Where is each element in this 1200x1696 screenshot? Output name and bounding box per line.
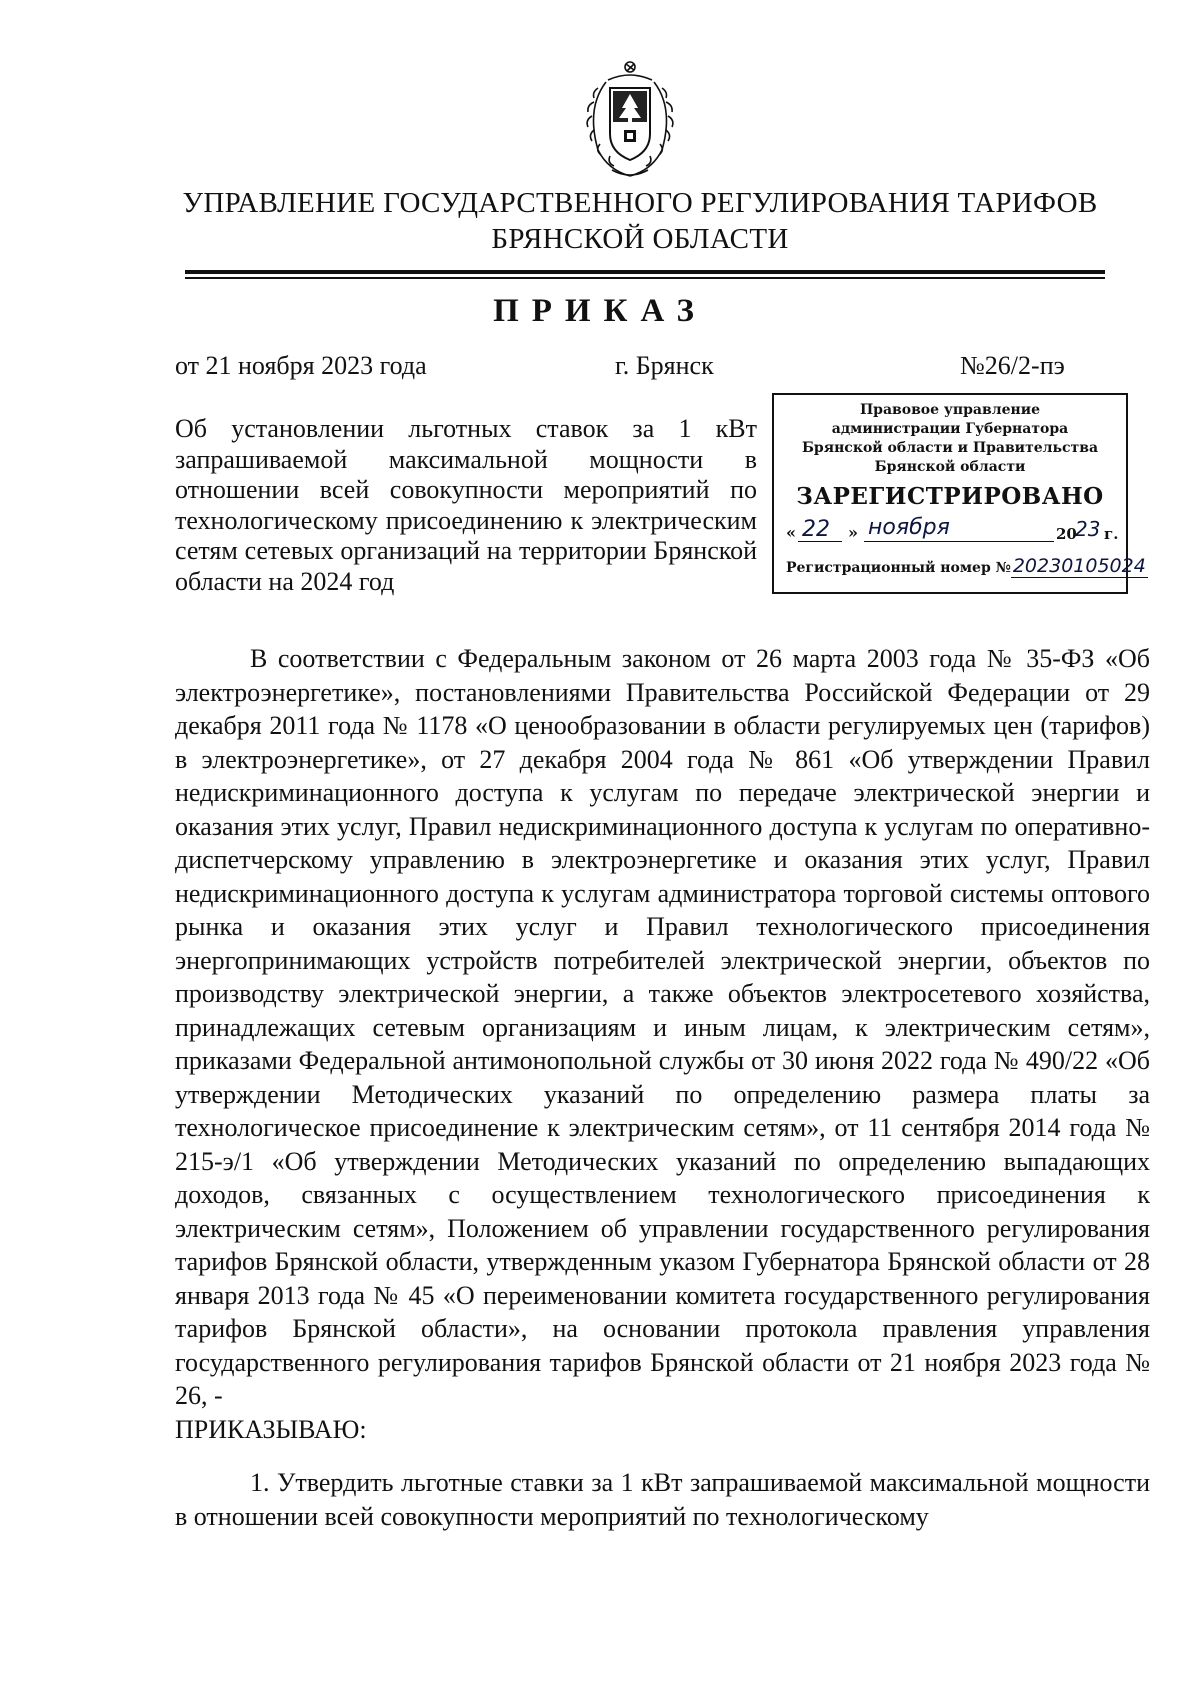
stamp-month-underline xyxy=(864,541,1054,542)
stamp-quote-open: « xyxy=(786,523,796,542)
organization-title-line2: БРЯНСКОЙ ОБЛАСТИ xyxy=(491,223,789,255)
stamp-year-handwritten: 23 xyxy=(1075,517,1101,541)
organization-title xyxy=(120,185,1160,257)
header-divider-thin xyxy=(185,277,1105,279)
stamp-authority-line2: администрации Губернатора xyxy=(831,421,1069,437)
coat-of-arms-emblem xyxy=(572,58,688,182)
stamp-registration-number-row xyxy=(786,555,1148,577)
order-item-1: 1. Утвердить льготные ставки за 1 кВт запрашиваемой максимальной мощности в отношении всей совокупности мероприятий по технологическому xyxy=(175,1468,1150,1531)
stamp-day-underline xyxy=(798,541,842,542)
order-date: от 21 ноября 2023 года xyxy=(175,351,427,380)
stamp-registration-number-handwritten: 20230105024 xyxy=(1012,555,1146,577)
order-body xyxy=(175,642,1150,1533)
order-subject: Об установлении льготных ставок за 1 кВт запрашиваемой максимальной мощности в отношении всей совокупности мероприятий по технологическому присоединению к электрическим сетям сетевых организаций на территории Брянской области на 2024 год xyxy=(175,414,757,596)
order-city: г. Брянск xyxy=(615,351,714,380)
stamp-registration-number-label: Регистрационный номер № xyxy=(786,560,1011,576)
stamp-authority-line3: Брянской области и Правительства xyxy=(801,440,1099,456)
stamp-day-handwritten: 22 xyxy=(802,517,830,542)
order-directive-word: ПРИКАЗЫВАЮ: xyxy=(175,1414,367,1444)
document-type-heading: ПРИКАЗ xyxy=(493,293,707,329)
organization-title-line1: УПРАВЛЕНИЕ ГОСУДАРСТВЕННОГО РЕГУЛИРОВАНИЯ ТАРИФОВ xyxy=(182,187,1098,219)
stamp-authority-line4: Брянской области xyxy=(874,459,1026,475)
stamp-year-prefix: 20 xyxy=(1056,525,1077,543)
stamp-authority-line1: Правовое управление xyxy=(859,402,1041,418)
header-divider-thick xyxy=(185,270,1105,274)
stamp-month-handwritten: ноября xyxy=(868,515,950,540)
stamp-date-row xyxy=(786,517,1122,547)
stamp-year-unit: г. xyxy=(1104,525,1119,543)
stamp-registered-label: ЗАРЕГИСТРИРОВАНО xyxy=(796,483,1104,510)
registration-stamp xyxy=(772,393,1146,594)
order-number: №26/2-пэ xyxy=(960,351,1065,380)
preamble-paragraph: В соответствии с Федеральным законом от 26 марта 2003 года № 35-ФЗ «Об электроэнергетике», постановлениями Правительства Российской Федерации от 29 декабря 2011 года № 1178 «О ценообразовании в области регулируемых цен (тарифов) в электроэнергетике», от 27 декабря 2004 года № 861 «Об утверждении Правил недискриминационного доступа к услугам по передаче электрической энергии и оказания этих услуг, Правил недискриминационного доступа к услугам по оперативно-диспетчерскому управлению в электроэнергетике и оказания этих услуг, Правил недискриминационного доступа к услугам администратора торговой системы оптового рынка и оказания этих услуг и Правил технологического присоединения энергопринимающих устройств потребителей электрической энергии, объектов по производству электрической энергии, а также объектов электросетевого хозяйства, принадлежащих сетевым организациям и иным лицам, к электрическим сетям», приказами Федеральной антимонопольной службы от 30 июня 2022 года № 490/22 «Об утверждении Методических указаний по определению размера платы за технологическое присоединение к электрическим сетям», от 11 сентября 2014 года № 215-э/1 «Об утверждении Методических указаний по определению выпадающих доходов, связанных с осуществлением технологического присоединения к электрическим сетям», Положением об управлении государственного регулирования тарифов Брянской области, утвержденным указом Губернатора Брянской области от 28 января 2013 года № 45 «О переименовании комитета государственного регулирования тарифов Брянской области», на основании протокола правления управления государственного регулирования тарифов Брянской области от 21 ноября 2023 года № 26, - xyxy=(175,644,1150,1410)
stamp-quote-close: » xyxy=(848,523,858,542)
